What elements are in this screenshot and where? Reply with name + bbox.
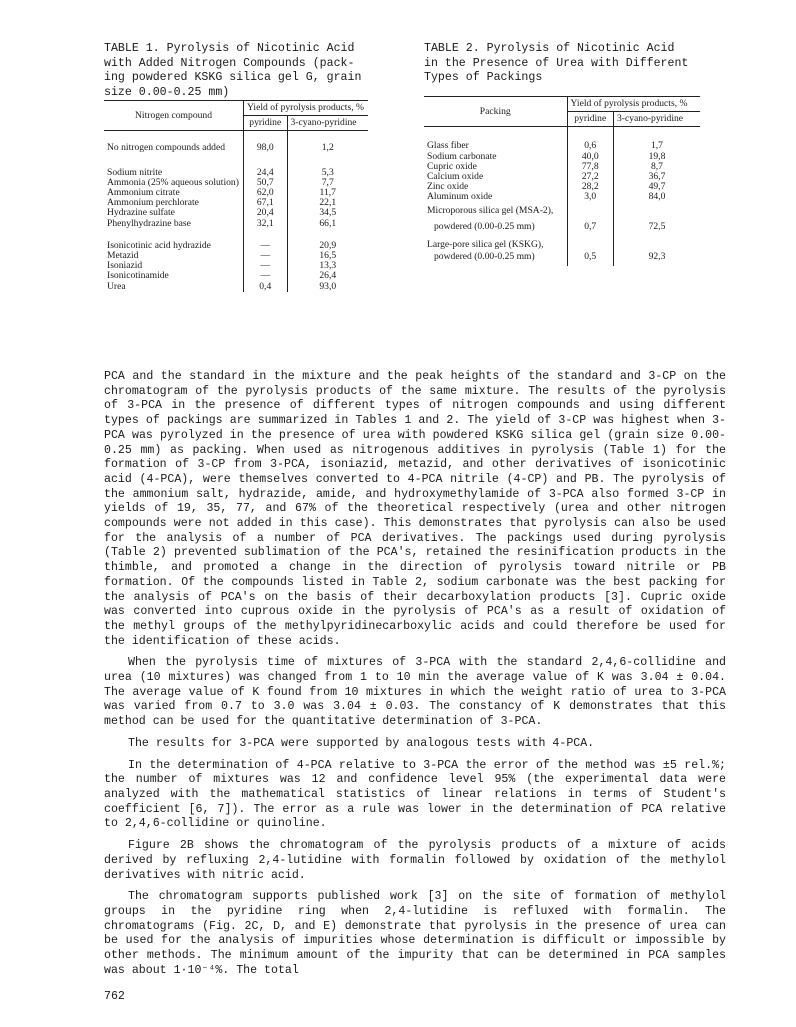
paragraph: When the pyrolysis time of mixtures of 3-PCA with the standard 2,4,6-collidine and urea (10 mixtures) was changed from 1 to 10 min the average value of K was 3.04 ± 0.04. The average value of K found from 10 mixtures in which the weight ratio of urea to 3-PCA was varied from 0.7 to 3.0 was 3.04 ± 0.03. The constancy of K demonstrates that this method can be used for the quantitative determination of 3-PCA.	[104, 656, 726, 729]
table1-header-cyanopyridine: 3-cyano-pyridine	[287, 116, 368, 131]
packing-name: Zinc oxide	[427, 181, 469, 193]
table2-header-pyridine: pyridine	[567, 112, 613, 127]
cyanopyridine-yield: 8,7	[613, 162, 700, 172]
pyridine-yield: 28,2	[567, 182, 613, 192]
table-row-spacer	[104, 154, 368, 168]
table-row-spacer	[424, 127, 700, 142]
pyridine-yield: 50,7	[244, 178, 287, 188]
table1-caption: TABLE 1. Pyrolysis of Nicotinic Acid with Added Nitrogen Compounds (pack- ing powdered KSKG silica gel G, grain size 0.00-0.25 mm)	[104, 42, 362, 99]
paragraph: Figure 2B shows the chromatogram of the pyrolysis products of a mixture of acids derived by refluxing 2,4-lutidine with formalin followed by oxidation of the methylol derivatives with nitric acid.	[104, 839, 726, 882]
packing-name: Cupric oxide	[427, 160, 477, 172]
pyridine-yield: —	[244, 241, 287, 251]
compound-name: Ammonia (25% aqueous solution)	[107, 176, 239, 188]
table-row	[424, 232, 700, 250]
compound-name: Sodium nitrite	[107, 166, 163, 178]
cyanopyridine-yield: 5,3	[287, 168, 368, 178]
pyridine-yield: 40,0	[567, 152, 613, 162]
packing-name: Calcium oxide	[427, 171, 484, 183]
pyridine-yield: 20,4	[244, 208, 287, 218]
page-number: 762	[104, 990, 125, 1003]
packing-name: Sodium carbonate	[427, 150, 497, 162]
pyridine-yield: 3,0	[567, 192, 613, 202]
table2	[424, 96, 700, 266]
table1-header-yield: Yield of pyrolysis products, %	[244, 101, 368, 116]
table2-header-yield: Yield of pyrolysis products, %	[567, 97, 700, 112]
pyridine-yield: 0,7	[567, 216, 613, 232]
cyanopyridine-yield: 11,7	[287, 188, 368, 198]
table-row	[424, 216, 700, 232]
cyanopyridine-yield: 20,9	[287, 241, 368, 251]
table1	[104, 100, 368, 292]
pyridine-yield: 24,4	[244, 168, 287, 178]
table-row	[104, 219, 368, 229]
packing-group-label: Microporous silica gel (MSA-2),	[427, 204, 554, 216]
cyanopyridine-yield: 19,8	[613, 152, 700, 162]
cyanopyridine-yield: 26,4	[287, 271, 368, 281]
table-row	[104, 143, 368, 153]
table-row	[104, 282, 368, 292]
cyanopyridine-yield: 13,3	[287, 261, 368, 271]
pyridine-yield: 62,0	[244, 188, 287, 198]
compound-name: Isonicotinamide	[107, 270, 169, 282]
body-text	[104, 370, 726, 985]
cyanopyridine-yield: 34,5	[287, 208, 368, 218]
pyridine-yield: —	[244, 251, 287, 261]
table1-header-compound: Nitrogen compound	[104, 101, 244, 131]
cyanopyridine-yield: 1,7	[613, 141, 700, 151]
cyanopyridine-yield: 36,7	[613, 172, 700, 182]
compound-name: Urea	[107, 280, 126, 292]
compound-name: No nitrogen compounds added	[107, 142, 226, 154]
paragraph: PCA and the standard in the mixture and the peak heights of the standard and 3-CP on the chromatogram of the pyrolysis products of the same mixture. The results of the pyrolysis of 3-PCA in the presence of different types of nitrogen compounds and using different types of packings are summarized in Tables 1 and 2. The yield of 3-CP was highest when 3-PCA was pyrolyzed in the presence of urea with powdered KSKG silica gel (grain size 0.00-0.25 mm) as packing. When used as nitrogenous additives in pyrolysis (Table 1) for the formation of 3-CP from 3-PCA, isoniazid, metazid, and other derivatives of isonicotinic acid (4-PCA), were themselves converted to 4-PCA nitrile (4-CP) and PB. The pyrolysis of the ammonium salt, hydrazide, amide, and hydroxymethylamide of 3-PCA also formed 3-CP in yields of 19, 35, 77, and 67% of the theoretical respectively (urea and other nitrogen compounds were not added in this case). This demonstrates that pyrolysis can also be used for the analysis of a number of PCA derivatives. The packings used during pyrolysis (Table 2) prevented sublimation of the PCA's, retained the resinification products in the thimble, and promoted a change in the direction of pyrolysis toward nitrile or PB formation. Of the compounds listed in Table 2, sodium carbonate was the best packing for the analysis of PCA's on the basis of their decarboxylation products [3]. Cupric oxide was converted into cuprous oxide in the pyrolysis of PCA's as a result of oxidation of the methyl groups of the methylpyridinecarboxylic acids and could therefore be used for the identification of these acids.	[104, 370, 726, 648]
pyridine-yield: —	[244, 261, 287, 271]
cyanopyridine-yield: 1,2	[287, 143, 368, 153]
compound-name: Ammonium citrate	[107, 187, 180, 199]
pyridine-yield: 32,1	[244, 219, 287, 229]
cyanopyridine-yield: 72,5	[613, 216, 700, 232]
cyanopyridine-yield: 93,0	[287, 282, 368, 292]
pyridine-yield: 27,2	[567, 172, 613, 182]
compound-name: Metazid	[107, 250, 139, 262]
compound-name: Isoniazid	[107, 260, 143, 272]
compound-name: Hydrazine sulfate	[107, 207, 175, 219]
packing-group-label: Large-pore silica gel (KSKG),	[427, 239, 544, 251]
cyanopyridine-yield: 22,1	[287, 198, 368, 208]
pyridine-yield: 0,5	[567, 250, 613, 266]
table2-header-packing: Packing	[424, 97, 567, 127]
cyanopyridine-yield: 16,5	[287, 251, 368, 261]
pyridine-yield: 0,6	[567, 141, 613, 151]
packing-name: Aluminum oxide	[427, 191, 493, 203]
packing-name: powdered (0.00-0.25 mm)	[434, 251, 535, 263]
pyridine-yield: —	[244, 271, 287, 281]
pyridine-yield: 67,1	[244, 198, 287, 208]
paragraph: The results for 3-PCA were supported by analogous tests with 4-PCA.	[128, 736, 595, 750]
table2-header-cyanopyridine: 3-cyano-pyridine	[613, 112, 700, 127]
paragraph: The chromatogram supports published work [3] on the site of formation of methylol groups in the pyridine ring when 2,4-lutidine is refluxed with formalin. The chromatograms (Fig. 2C, D, and E) demonstrate that pyrolysis in the presence of urea can be used for the analysis of impurities whose determination is difficult or impossible by other methods. The minimum amount of the impurity that can be determined in PCA samples was about 1·10⁻⁴%. The total	[104, 890, 726, 977]
compound-name: Ammonium perchlorate	[107, 197, 199, 209]
table-row	[424, 203, 700, 216]
compound-name: Isonicotinic acid hydrazide	[107, 239, 211, 251]
paragraph: In the determination of 4-PCA relative to 3-PCA the error of the method was ±5 rel.%; the number of mixtures was 12 and confidence level 95% (the experimental data were analyzed with the mathematical statistics of linear relations in terms of Student's coefficient [6, 7]). The error as a rule was lower in the determination of PCA relative to 2,4,6-collidine or quinoline.	[104, 758, 726, 831]
table-row	[424, 250, 700, 266]
table1-header-pyridine: pyridine	[244, 116, 287, 131]
packing-name: powdered (0.00-0.25 mm)	[434, 220, 535, 232]
cyanopyridine-yield: 92,3	[613, 250, 700, 266]
pyridine-yield: 0,4	[244, 282, 287, 292]
packing-name: Glass fiber	[427, 140, 469, 152]
pyridine-yield: 98,0	[244, 143, 287, 153]
table-row	[424, 192, 700, 202]
table1-body	[104, 131, 368, 292]
cyanopyridine-yield: 49,7	[613, 182, 700, 192]
cyanopyridine-yield: 84,0	[613, 192, 700, 202]
table2-body	[424, 127, 700, 267]
compound-name: Phenylhydrazine base	[107, 217, 191, 229]
cyanopyridine-yield: 7,7	[287, 178, 368, 188]
pyridine-yield: 77,8	[567, 162, 613, 172]
cyanopyridine-yield: 66,1	[287, 219, 368, 229]
table2-caption: TABLE 2. Pyrolysis of Nicotinic Acid in the Presence of Urea with Different Types of Packings	[424, 42, 689, 84]
